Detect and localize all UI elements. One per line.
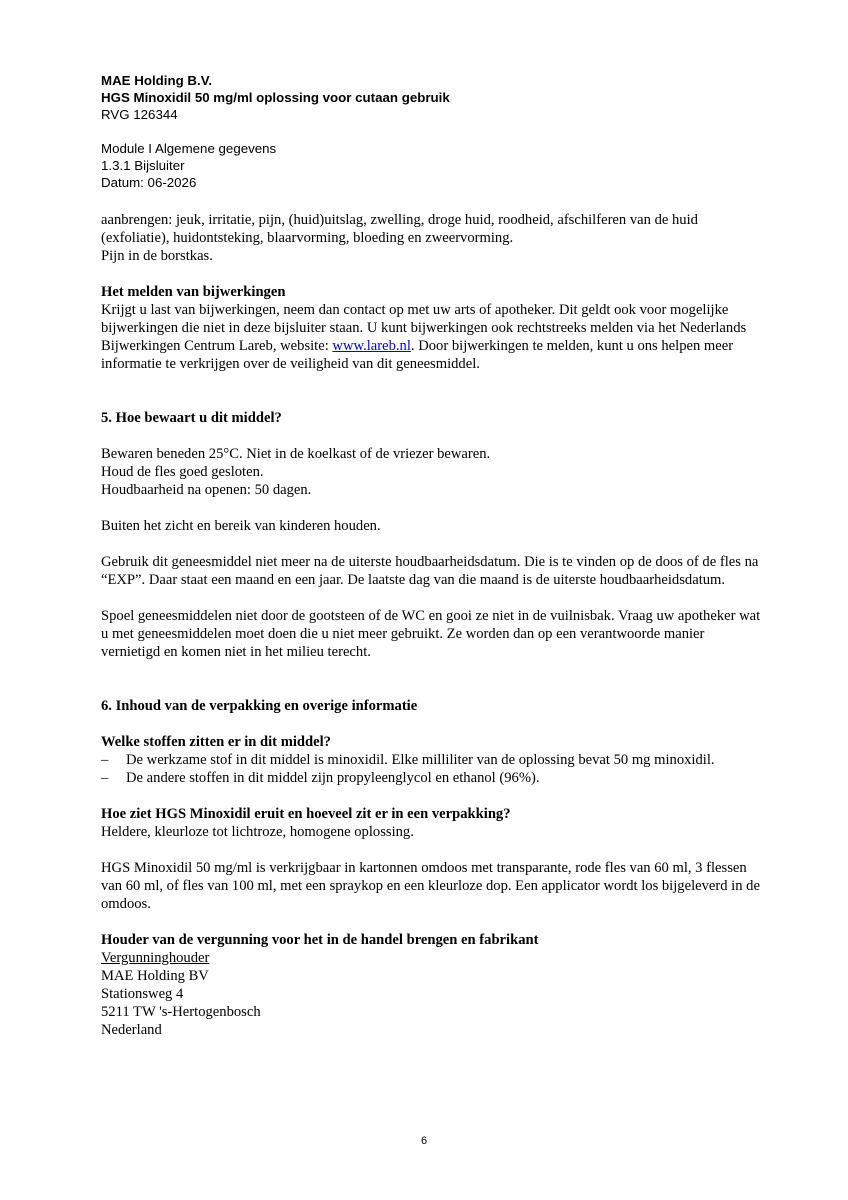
document-date: Datum: 06-2026 bbox=[101, 175, 197, 190]
storage-temperature: Bewaren beneden 25°C. Niet in de koelkast of de vriezer bewaren. bbox=[101, 446, 491, 462]
storage-closed: Houd de fles goed gesloten. bbox=[101, 464, 264, 480]
list-item: – De werkzame stof in dit middel is minoxidil. Elke milliliter van de oplossing bevat 50 mg minoxidil. bbox=[101, 752, 715, 768]
storage-shelf-life: Houdbaarheid na openen: 50 dagen. bbox=[101, 482, 312, 498]
document-page bbox=[101, 72, 761, 1039]
module-label: Module I Algemene gegevens bbox=[101, 141, 277, 156]
section5-heading: 5. Hoe bewaart u dit middel? bbox=[101, 410, 282, 426]
dash-bullet: – bbox=[101, 770, 109, 786]
holder-label: Vergunninghouder bbox=[101, 950, 210, 966]
holder-city: 5211 TW 's-Hertogenbosch bbox=[101, 1004, 261, 1020]
document-header bbox=[101, 72, 761, 191]
appearance-heading: Hoe ziet HGS Minoxidil eruit en hoeveel zit er in een verpakking? bbox=[101, 806, 511, 822]
lareb-link[interactable]: www.lareb.nl bbox=[332, 338, 411, 354]
side-effect-chest-pain: Pijn in de borstkas. bbox=[101, 248, 213, 264]
dash-bullet: – bbox=[101, 752, 109, 768]
holder-heading: Houder van de vergunning voor het in de handel brengen en fabrikant bbox=[101, 932, 539, 948]
substances-list bbox=[101, 751, 761, 787]
reporting-text: Krijgt u last van bijwerkingen, neem dan contact op met uw arts of apotheker. Dit geldt ook voor mogelijke bijwerkingen die niet in deze bijsluiter staan. U kunt bijwerkingen ook rechtstreeks melden via het Nederlands Bijwerkingen Centrum Lareb, website: www.lareb.nl. Door bijwerkingen te melden, kunt u ons helpen meer informatie te verkrijgen over de veiligheid van dit geneesmiddel. bbox=[101, 302, 747, 372]
company-name: MAE Holding B.V. bbox=[101, 73, 213, 88]
holder-country: Nederland bbox=[101, 1022, 162, 1038]
page-number: 6 bbox=[420, 1135, 428, 1147]
product-name: HGS Minoxidil 50 mg/ml oplossing voor cutaan gebruik bbox=[101, 90, 450, 105]
document-body bbox=[101, 211, 761, 1039]
holder-name: MAE Holding BV bbox=[101, 968, 209, 984]
children-warning: Buiten het zicht en bereik van kinderen houden. bbox=[101, 518, 381, 534]
rvg-number: RVG 126344 bbox=[101, 107, 178, 122]
appearance-text: Heldere, kleurloze tot lichtroze, homogene oplossing. bbox=[101, 824, 414, 840]
holder-street: Stationsweg 4 bbox=[101, 986, 184, 1002]
disposal-text: Spoel geneesmiddelen niet door de gootsteen of de WC en gooi ze niet in de vuilnisbak. Vraag uw apotheker wat u met geneesmiddelen moet doen die u niet meer gebruikt. Ze worden dan op een verantwoorde manier vernietigd en komen niet in het milieu terecht. bbox=[101, 608, 761, 660]
section-label: 1.3.1 Bijsluiter bbox=[101, 158, 185, 173]
substances-heading: Welke stoffen zitten er in dit middel? bbox=[101, 734, 331, 750]
section6-heading: 6. Inhoud van de verpakking en overige informatie bbox=[101, 698, 418, 714]
list-item: – De andere stoffen in dit middel zijn propyleenglycol en ethanol (96%). bbox=[101, 770, 540, 786]
reporting-heading: Het melden van bijwerkingen bbox=[101, 284, 286, 300]
expiry-text: Gebruik dit geneesmiddel niet meer na de uiterste houdbaarheidsdatum. Die is te vinden op de doos of de fles na “EXP”. Daar staat een maand en een jaar. De laatste dag van die maand is de uiterste houdbaarheidsdatum. bbox=[101, 554, 759, 588]
packaging-text: HGS Minoxidil 50 mg/ml is verkrijgbaar in kartonnen omdoos met transparante, rode fles van 60 ml, 3 flessen van 60 ml, of fles van 100 ml, met een spraykop en een kleurloze dop. Een applicator wordt los bijgeleverd in de omdoos. bbox=[101, 860, 760, 912]
side-effects-continued: aanbrengen: jeuk, irritatie, pijn, (huid)uitslag, zwelling, droge huid, roodheid, afschilferen van de huid (exfoliatie), huidontsteking, blaarvorming, bloeding en zweervorming. bbox=[101, 212, 698, 246]
